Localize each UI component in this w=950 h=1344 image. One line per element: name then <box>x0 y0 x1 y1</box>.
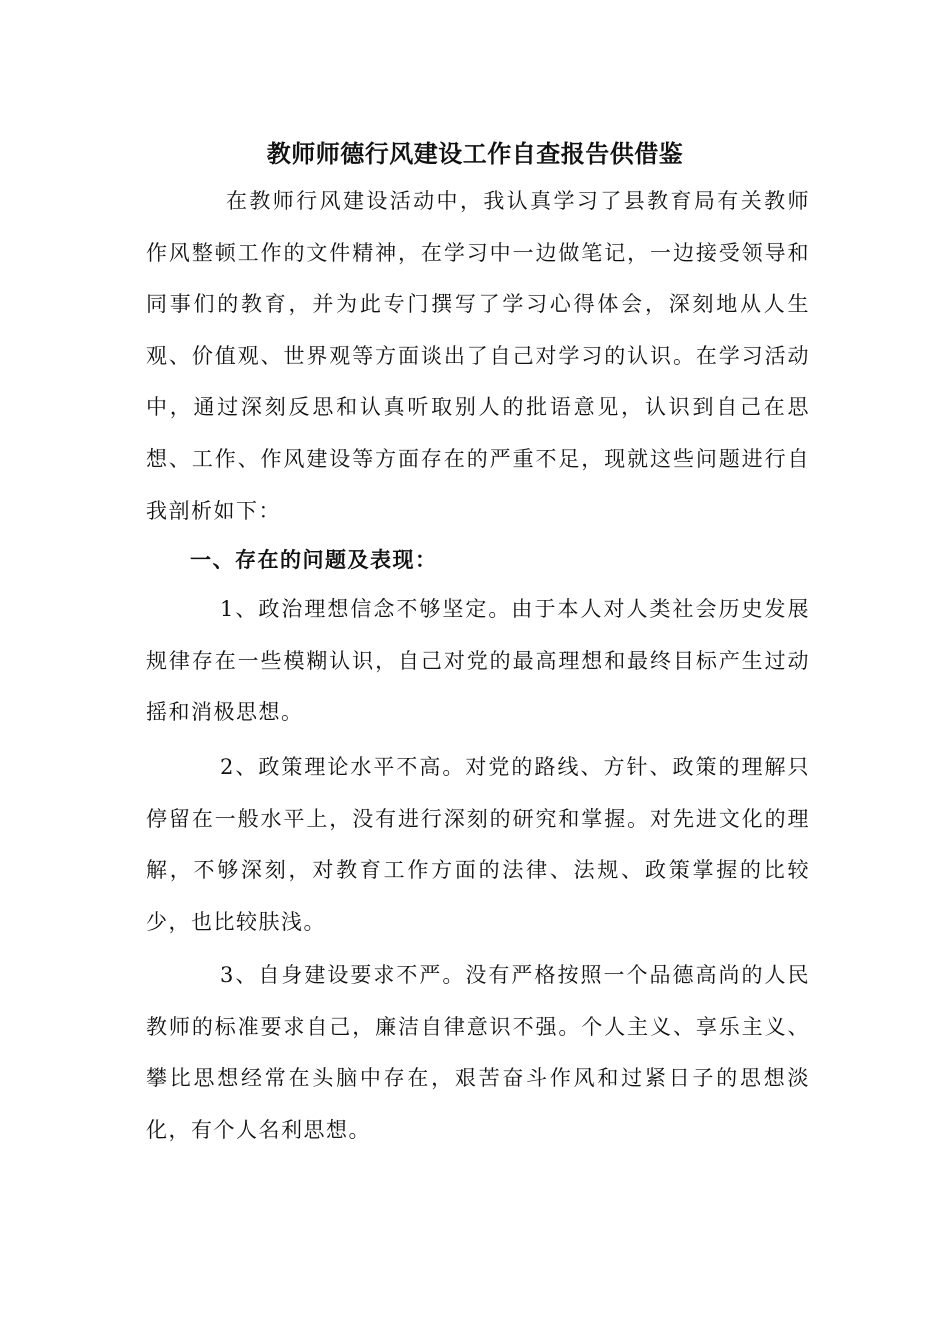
section-heading: 一、存在的问题及表现： <box>190 547 438 572</box>
document-title: 教师师德行风建设工作自查报告供借鉴 <box>266 139 684 168</box>
list-item: 2、政策理论水平不高。对党的路线、方针、政策的理解只停留在一般水平上，没有进行深刻的研究和掌握。对先进文化的理解，不够深刻，对教育工作方面的法律、法规、政策掌握的比较少，也比较肤浅。 <box>146 755 810 934</box>
list-item: 3、自身建设要求不严。没有严格按照一个品德高尚的人民教师的标准要求自己，廉洁自律意识不强。个人主义、享乐主义、攀比思想经常在头脑中存在，艰苦奋斗作风和过紧日子的思想淡化，有个人名利思想。 <box>146 963 810 1142</box>
list-item: 1、政治理想信念不够坚定。由于本人对人类社会历史发展规律存在一些模糊认识，自己对党的最高理想和最终目标产生过动摇和消极思想。 <box>146 597 810 725</box>
intro-paragraph: 在教师行风建设活动中，我认真学习了县教育局有关教师作风整顿工作的文件精神，在学习中一边做笔记，一边接受领导和同事们的教育，并为此专门撰写了学习心得体会，深刻地从人生观、价值观、世界观等方面谈出了自己对学习的认识。在学习活动中，通过深刻反思和认真听取别人的批语意见，认识到自己在思想、工作、作风建设等方面存在的严重不足，现就这些问题进行自我剖析如下： <box>146 189 810 523</box>
